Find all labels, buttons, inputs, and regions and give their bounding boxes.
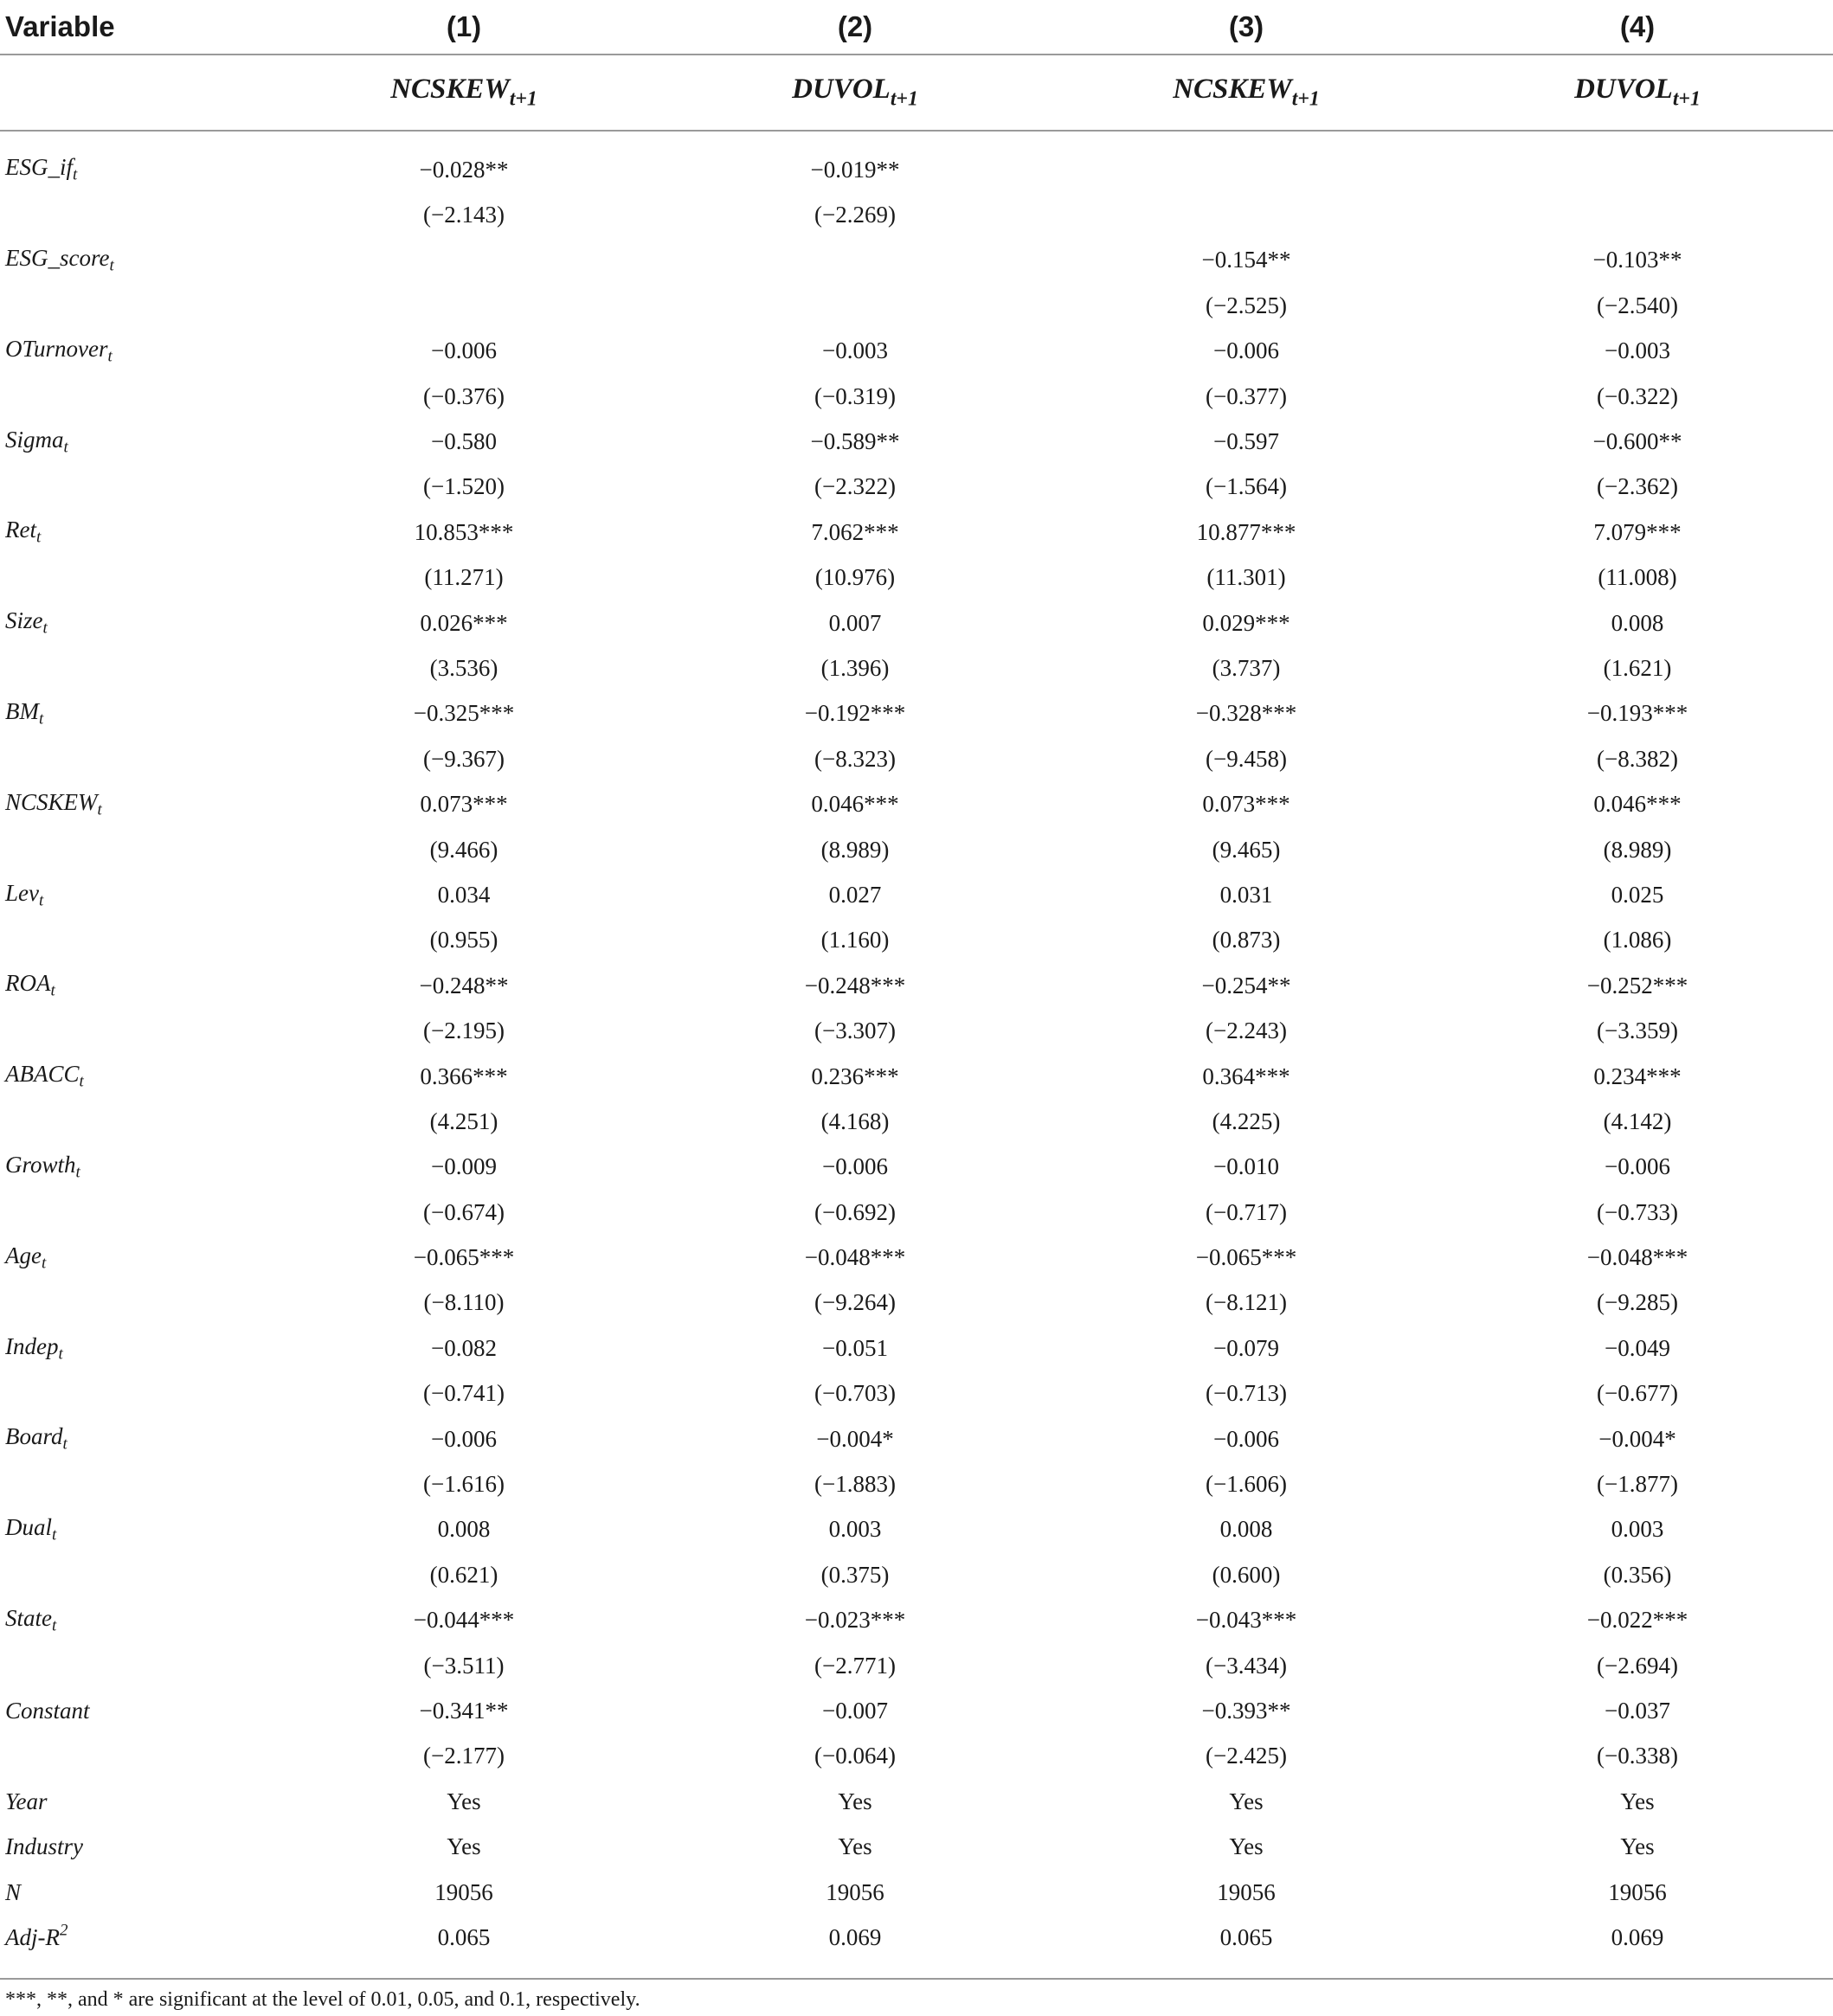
table-cell: 0.065 (1219, 1923, 1273, 1950)
table-cell: (10.976) (814, 564, 896, 591)
dependent-variable-1: $NCSKEW_{t+1}$ (268, 55, 659, 131)
column-header-3: (3) (1051, 0, 1442, 55)
table-cell: 10.853*** (414, 518, 514, 545)
table-cell: (0.955) (429, 927, 498, 953)
table-cell: (0.873) (1212, 927, 1281, 953)
table-cell: −0.003 (822, 337, 888, 364)
row-label (0, 1734, 268, 1779)
row-label: Indep$_t$ (5, 1332, 63, 1364)
table-row (0, 1598, 1833, 1643)
table-cell: (11.301) (1206, 564, 1286, 591)
table-row (0, 1779, 1833, 1824)
table-cell: 0.234*** (1593, 1063, 1682, 1089)
row-label: Age$_t$ (5, 1242, 47, 1273)
table-cell: −0.006 (822, 1153, 888, 1180)
table-cell: −0.065*** (1195, 1244, 1297, 1271)
dependent-variable-3: $NCSKEW_{t+1}$ (1051, 55, 1442, 131)
table-cell: 19056 (1608, 1878, 1667, 1905)
table-cell: −0.037 (1605, 1697, 1670, 1724)
row-label (0, 1281, 268, 1326)
table-cell: −0.006 (1213, 337, 1279, 364)
table-cell: −0.103** (1592, 247, 1682, 273)
table-cell: Yes (447, 1788, 481, 1814)
table-cell: −0.325*** (413, 700, 515, 727)
table-cell: 0.236*** (811, 1063, 899, 1089)
table-cell: −0.192*** (804, 700, 906, 727)
table-cell: 19056 (826, 1878, 884, 1905)
table-cell: (−3.359) (1597, 1018, 1678, 1044)
table-row (0, 329, 1833, 374)
row-label: Board$_t$ (5, 1423, 68, 1454)
table-row (0, 1552, 1833, 1597)
table-row (0, 1371, 1833, 1416)
row-label (0, 645, 268, 690)
dependent-variable-4: $DUVOL_{t+1}$ (1442, 55, 1833, 131)
row-label: Size$_t$ (5, 607, 48, 638)
row-label: Ret$_t$ (5, 517, 42, 548)
row-label (0, 1008, 268, 1053)
table-cell: 0.065 (437, 1923, 491, 1950)
dependent-variable-row (0, 55, 1833, 131)
table-cell: 0.029*** (1202, 609, 1290, 636)
table-cell: 0.027 (828, 881, 882, 908)
table-cell: (1.621) (1603, 654, 1672, 681)
row-label: Lev$_t$ (5, 879, 44, 910)
table-cell: (−3.307) (814, 1018, 896, 1044)
row-label (0, 465, 268, 510)
table-cell: −0.393** (1201, 1697, 1291, 1724)
table-cell: (−0.322) (1597, 382, 1678, 409)
row-label: ESG_score$_t$ (5, 245, 114, 275)
row-label: Adj-$R^2$ (5, 1921, 68, 1950)
table-cell: −0.049 (1605, 1334, 1670, 1361)
table-cell: −0.028** (419, 156, 509, 183)
table-cell: 19056 (434, 1878, 493, 1905)
table-row (0, 555, 1833, 600)
row-label: Constant (5, 1697, 90, 1724)
table-cell: (−0.377) (1206, 382, 1287, 409)
table-cell: (−0.733) (1597, 1198, 1678, 1225)
row-label: N (5, 1878, 22, 1905)
table-row (0, 1054, 1833, 1099)
table-cell: (4.251) (429, 1108, 498, 1134)
row-label: $NCSKEW_t$ (5, 788, 102, 819)
table-cell: (4.168) (820, 1108, 890, 1134)
table-cell: −0.252*** (1586, 972, 1688, 998)
table-cell: 0.003 (828, 1516, 882, 1543)
table-cell: (−1.606) (1206, 1471, 1287, 1498)
table-cell: 0.003 (1611, 1516, 1664, 1543)
table-cell: −0.589** (810, 428, 900, 455)
table-cell: Yes (1620, 1788, 1655, 1814)
table-row (0, 1870, 1833, 1915)
table-cell: (0.356) (1603, 1561, 1672, 1588)
table-row (0, 1688, 1833, 1733)
table-cell: (−1.883) (814, 1471, 896, 1498)
table-cell: (11.271) (424, 564, 504, 591)
table-row (0, 600, 1833, 645)
row-label (0, 736, 268, 781)
row-label: $BM_t$ (5, 698, 44, 729)
row-label (0, 283, 268, 328)
variable-header: Variable (0, 0, 268, 55)
table-cell: 10.877*** (1196, 518, 1296, 545)
row-label: OTurnover$_t$ (5, 335, 113, 366)
table-cell: 0.034 (437, 881, 491, 908)
table-cell: (3.536) (429, 654, 498, 681)
table-cell: (−9.458) (1206, 745, 1287, 772)
table-row (0, 1145, 1833, 1190)
row-label: Industry (5, 1833, 83, 1860)
table-cell: −0.082 (431, 1334, 497, 1361)
table-cell (1051, 147, 1442, 192)
table-cell: (9.465) (1212, 836, 1281, 863)
table-cell: (−0.703) (814, 1380, 896, 1407)
row-label: Dual$_t$ (5, 1514, 57, 1544)
row-label: State$_t$ (5, 1604, 57, 1635)
table-row (0, 1824, 1833, 1869)
table-cell: (8.989) (820, 836, 890, 863)
table-cell: −0.341** (419, 1697, 509, 1724)
table-row (0, 1507, 1833, 1552)
table-cell: (0.375) (820, 1561, 890, 1588)
table-cell: −0.003 (1605, 337, 1670, 364)
table-cell: (−1.520) (423, 473, 505, 500)
table-footnote: ***, **, and * are significant at the level of 0.01, 0.05, and 0.1, respectively. (5, 1988, 640, 2011)
table-cell: −0.600** (1592, 428, 1682, 455)
row-label (0, 1461, 268, 1506)
row-label (0, 1643, 268, 1688)
table-cell: Yes (838, 1788, 872, 1814)
table-cell: (−0.677) (1597, 1380, 1678, 1407)
table-cell: (−0.692) (814, 1198, 896, 1225)
table-cell: (1.396) (820, 654, 890, 681)
row-label: $ABACC_t$ (5, 1061, 84, 1091)
table-row (0, 872, 1833, 917)
table-cell (268, 283, 659, 328)
table-cell: 0.364*** (1202, 1063, 1290, 1089)
table-cell: −0.248*** (804, 972, 906, 998)
table-row (0, 1461, 1833, 1506)
column-header-4: (4) (1442, 0, 1833, 55)
table-cell: (−8.382) (1597, 745, 1678, 772)
table-cell: (−0.717) (1206, 1198, 1287, 1225)
table-cell: 0.031 (1219, 881, 1273, 908)
table-row (0, 1416, 1833, 1461)
table-cell (1442, 147, 1833, 192)
table-cell: −0.051 (822, 1334, 888, 1361)
table-cell: (−2.362) (1597, 473, 1678, 500)
table-cell: (1.086) (1603, 927, 1672, 953)
table-cell: (−2.771) (814, 1652, 896, 1679)
row-label: Sigma$_t$ (5, 426, 68, 457)
table-cell: −0.328*** (1195, 700, 1297, 727)
row-label: Growth$_t$ (5, 1151, 80, 1182)
row-label (0, 1371, 268, 1416)
table-cell: (−9.285) (1597, 1289, 1678, 1316)
table-cell: (−2.269) (814, 202, 896, 228)
table-cell: (−2.694) (1597, 1652, 1678, 1679)
table-row (0, 419, 1833, 464)
table-cell: 0.069 (828, 1923, 882, 1950)
table-row (0, 1190, 1833, 1235)
table-cell: −0.010 (1213, 1153, 1279, 1180)
table-cell: (−8.323) (814, 745, 896, 772)
table-cell (659, 238, 1051, 283)
table-cell: Yes (1229, 1788, 1264, 1814)
table-cell: 0.008 (1611, 609, 1664, 636)
table-cell: (0.621) (429, 1561, 498, 1588)
table-body (0, 131, 1833, 1979)
table-cell: 7.079*** (1593, 518, 1682, 545)
table-cell: (−2.195) (423, 1018, 505, 1044)
table-cell: (−9.367) (423, 745, 505, 772)
table-row (0, 283, 1833, 328)
row-label (0, 1552, 268, 1597)
table-row (0, 1099, 1833, 1144)
table-cell: (4.142) (1603, 1108, 1672, 1134)
table-cell: −0.154** (1201, 247, 1291, 273)
table-row (0, 1326, 1833, 1371)
table-row (0, 736, 1833, 781)
table-cell: (9.466) (429, 836, 498, 863)
table-cell: −0.065*** (413, 1244, 515, 1271)
table-cell: (−0.674) (423, 1198, 505, 1225)
table-cell (659, 283, 1051, 328)
table-cell: 0.046*** (1593, 791, 1682, 818)
row-label (0, 1190, 268, 1235)
row-label: $ROA_t$ (5, 970, 55, 1001)
table-cell: (−3.434) (1206, 1652, 1287, 1679)
table-cell: −0.248** (419, 972, 509, 998)
table-cell: (−3.511) (423, 1652, 505, 1679)
table-cell: −0.079 (1213, 1334, 1279, 1361)
table-row (0, 192, 1833, 237)
table-cell: (−1.877) (1597, 1471, 1678, 1498)
table-row (0, 238, 1833, 283)
table-cell: (11.008) (1598, 564, 1677, 591)
table-cell: Yes (1620, 1833, 1655, 1860)
table-cell: (−1.616) (423, 1471, 505, 1498)
table-cell: −0.007 (822, 1697, 888, 1724)
table-cell: (4.225) (1212, 1108, 1281, 1134)
table-cell: 0.008 (1219, 1516, 1273, 1543)
row-label: $ESG\_if_t$ (5, 154, 78, 185)
table-cell: −0.019** (810, 156, 900, 183)
table-cell: (3.737) (1212, 654, 1281, 681)
table-row (0, 1734, 1833, 1779)
table-row (0, 781, 1833, 826)
table-cell: Yes (447, 1833, 481, 1860)
table-cell: −0.004* (816, 1425, 894, 1452)
column-header-2: (2) (659, 0, 1051, 55)
table-cell: (−2.243) (1206, 1018, 1287, 1044)
table-cell: −0.044*** (413, 1607, 515, 1634)
table-row (0, 645, 1833, 690)
table-cell: −0.048*** (1586, 1244, 1688, 1271)
table-cell: Yes (1229, 1833, 1264, 1860)
table-cell: (−0.064) (814, 1743, 896, 1769)
table-cell: (−2.322) (814, 473, 896, 500)
table-cell: −0.006 (1605, 1153, 1670, 1180)
table-cell: −0.048*** (804, 1244, 906, 1271)
table-cell: 0.073*** (1202, 791, 1290, 818)
table-row (0, 827, 1833, 872)
table-cell: 0.008 (437, 1516, 491, 1543)
table-row (0, 374, 1833, 419)
row-label (0, 918, 268, 963)
table-cell: (−0.376) (423, 382, 505, 409)
dependent-blank (0, 55, 268, 131)
table-row (0, 963, 1833, 1008)
table-cell: 19056 (1217, 1878, 1276, 1905)
table-cell: (−8.110) (423, 1289, 505, 1316)
table-row (0, 1281, 1833, 1326)
row-label (0, 827, 268, 872)
row-label (0, 1099, 268, 1144)
table-cell: −0.254** (1201, 972, 1291, 998)
table-cell: −0.597 (1213, 428, 1279, 455)
table-cell: (−2.143) (423, 202, 505, 228)
table-row (0, 918, 1833, 963)
table-cell: 0.025 (1611, 881, 1664, 908)
table-cell: (−2.525) (1206, 292, 1287, 318)
table-cell: −0.193*** (1586, 700, 1688, 727)
table-cell: (−2.540) (1597, 292, 1678, 318)
table-cell: 0.073*** (420, 791, 508, 818)
table-cell: 0.366*** (420, 1063, 508, 1089)
table-row (0, 510, 1833, 555)
table-cell: −0.006 (431, 1425, 497, 1452)
table-cell: −0.043*** (1195, 1607, 1297, 1634)
table-cell (268, 238, 659, 283)
table-cell: 0.007 (828, 609, 882, 636)
table-row (0, 465, 1833, 510)
table-cell: (1.160) (820, 927, 890, 953)
table-cell: (−2.425) (1206, 1743, 1287, 1769)
row-label (0, 374, 268, 419)
table-cell: (−0.741) (423, 1380, 505, 1407)
dependent-variable-2: $DUVOL_{t+1}$ (659, 55, 1051, 131)
table-cell: −0.006 (1213, 1425, 1279, 1452)
table-cell: −0.009 (431, 1153, 497, 1180)
table-row (0, 1235, 1833, 1280)
table-cell: −0.022*** (1586, 1607, 1688, 1634)
table-cell: 7.062*** (811, 518, 899, 545)
table-cell (1051, 192, 1442, 237)
table-cell: 0.046*** (811, 791, 899, 818)
table-cell: (−0.319) (814, 382, 896, 409)
table-cell: (−0.713) (1206, 1380, 1287, 1407)
table-cell: (−9.264) (814, 1289, 896, 1316)
table-cell (1442, 192, 1833, 237)
column-number-row (0, 0, 1833, 55)
table-row (0, 1643, 1833, 1688)
table-cell: −0.023*** (804, 1607, 906, 1634)
table-cell: (−8.121) (1206, 1289, 1287, 1316)
row-label (0, 555, 268, 600)
table-cell: (−1.564) (1206, 473, 1287, 500)
table-row (0, 1915, 1833, 1960)
table-cell: −0.006 (431, 337, 497, 364)
table-row (0, 1008, 1833, 1053)
table-row (0, 691, 1833, 736)
table-cell: 0.026*** (420, 609, 508, 636)
column-header-1: (1) (268, 0, 659, 55)
table-cell: 0.069 (1611, 1923, 1664, 1950)
table-cell: (8.989) (1603, 836, 1672, 863)
table-cell: (0.600) (1212, 1561, 1281, 1588)
table-cell: −0.580 (431, 428, 497, 455)
table-cell: Yes (838, 1833, 872, 1860)
row-label: Year (5, 1788, 48, 1814)
table-row (0, 147, 1833, 192)
table-cell: (−0.338) (1597, 1743, 1678, 1769)
table-cell: −0.004* (1598, 1425, 1676, 1452)
row-label (0, 192, 268, 237)
table-cell: (−2.177) (423, 1743, 505, 1769)
